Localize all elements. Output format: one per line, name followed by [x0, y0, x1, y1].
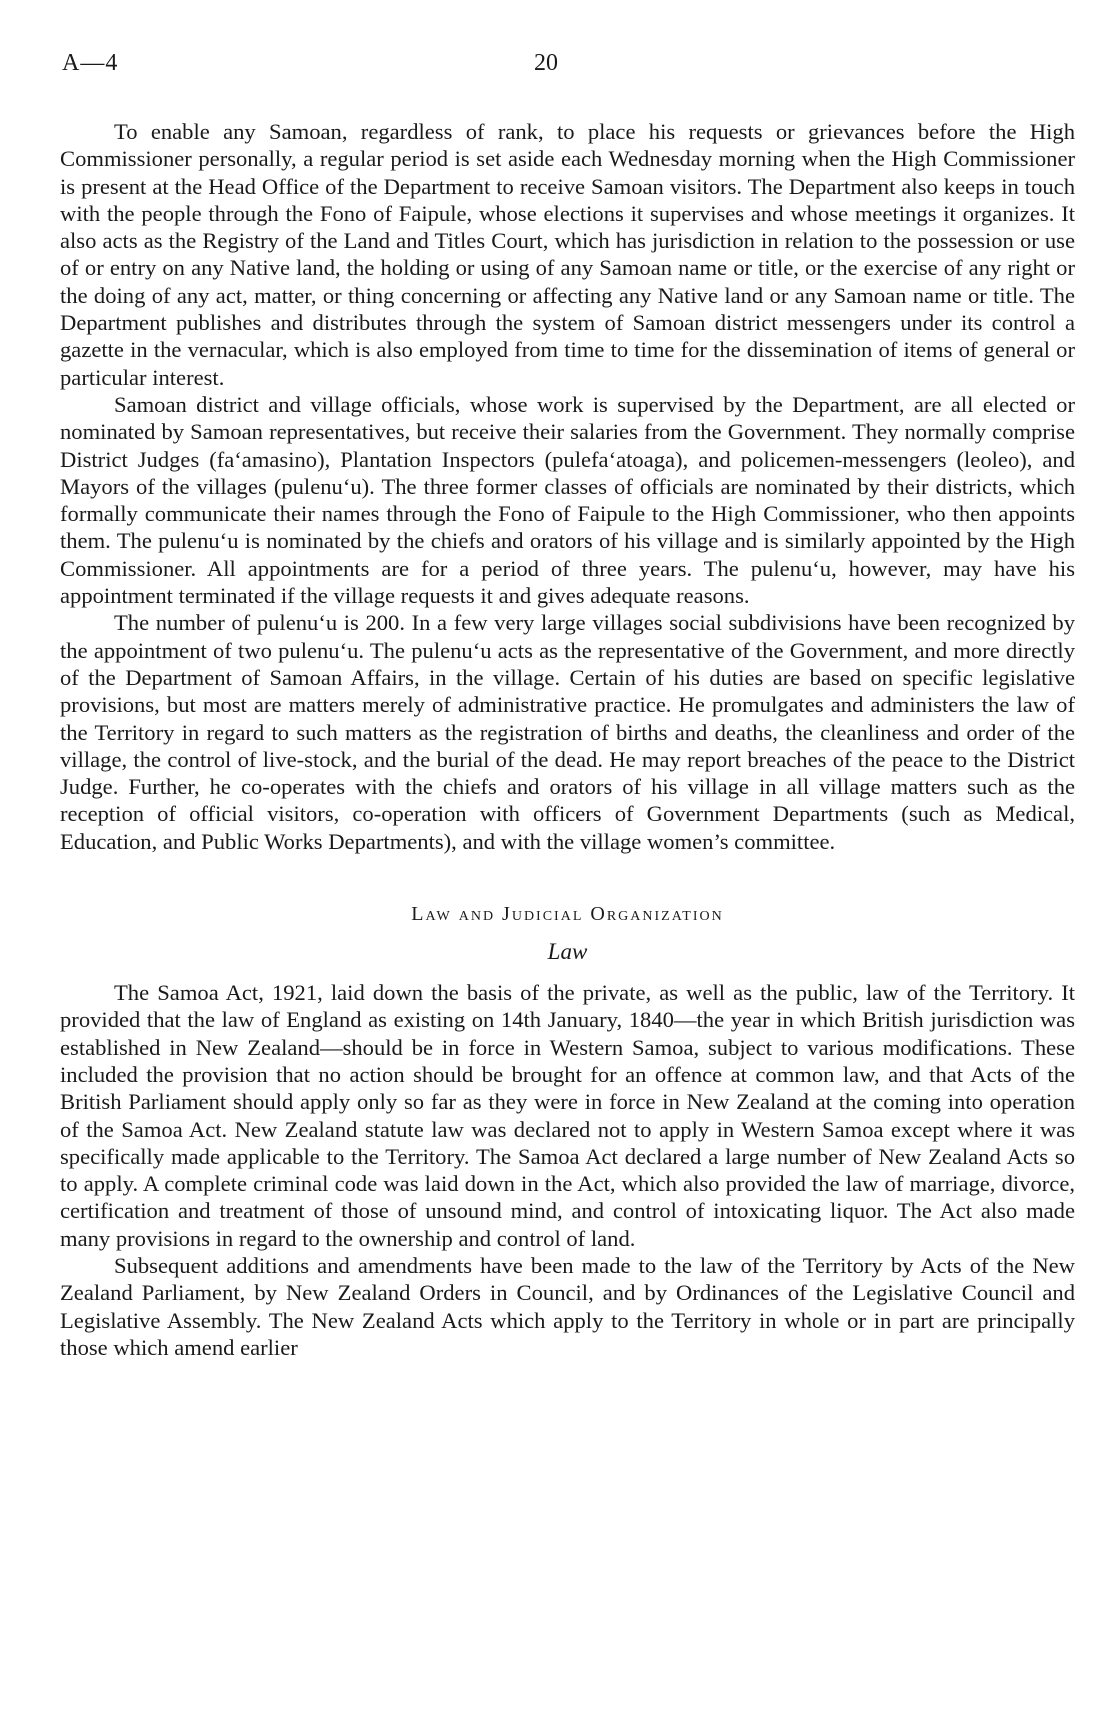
page-number: 20 — [534, 50, 558, 76]
paragraph: The number of pulenu‘u is 200. In a few very large villages social subdivisions have been recognized by the appointment of two pulenu‘u. The pulenu‘u acts as the representative of the Government, and more directly of the Department of Samoan Affairs, in the village. Certain of his duties are based on specific legislative provisions, but most are matters merely of administrative practice. He promulgates and administers the law of the Territory in regard to such matters as the registration of births and deaths, the cleanliness and order of the village, the control of live-stock, and the burial of the dead. He may report breaches of the peace to the District Judge. Further, he co-operates with the chiefs and orators of his village in all village matters such as the reception of official visitors, co-operation with officers of Government Departments (such as Medical, Education, and Public Works Departments), and with the village women’s committee. — [60, 610, 1075, 854]
page-header — [62, 50, 1052, 90]
section-heading: Law and Judicial Organization — [411, 903, 724, 926]
paragraph: Subsequent additions and amendments have been made to the law of the Territory by Acts of the New Zealand Parliament, by New Zealand Orders in Council, and by Ordinances of the Legislative Council and Legislative Assembly. The New Zealand Acts which apply to the Territory in whole or in part are principally those which amend earlier — [60, 1252, 1075, 1360]
page-body — [60, 118, 1075, 1361]
sub-heading: Law — [547, 939, 588, 965]
paragraph: Samoan district and village officials, whose work is supervised by the Department, are all elected or nominated by Samoan representatives, but receive their salaries from the Government. They normally comprise District Judges (fa‘amasino), Plantation Inspectors (pulefa‘atoaga), and policemen-messengers (leoleo), and Mayors of the villages (pulenu‘u). The three former classes of officials are nominated by their districts, which formally communicate their names through the Fono of Faipule to the High Commissioner, who then appoints them. The pulenu‘u is nominated by the chiefs and orators of his village and is similarly appointed by the High Commissioner. All appointments are for a period of three years. The pulenu‘u, however, may have his appointment terminated if the village requests it and gives adequate reasons. — [60, 391, 1075, 609]
paragraph: To enable any Samoan, regardless of rank, to place his requests or grievances before the High Commissioner personally, a regular period is set aside each Wednesday morning when the High Commissioner is present at the Head Office of the Department to receive Samoan visitors. The Department also keeps in touch with the people through the Fono of Faipule, whose elections it supervises and whose meetings it organizes. It also acts as the Registry of the Land and Titles Court, which has jurisdiction in relation to the possession or use of or entry on any Native land, the holding or using of any Samoan name or title, or the exercise of any right or the doing of any act, matter, or thing concerning or affecting any Native land or any Samoan name or title. The Department publishes and distributes through the system of Samoan district messengers under its control a gazette in the vernacular, which is also employed from time to time for the dissemination of items of general or particular interest. — [60, 119, 1075, 390]
document-reference: A—4 — [62, 50, 119, 76]
paragraph: The Samoa Act, 1921, laid down the basis of the private, as well as the public, law of the Territory. It provided that the law of England as existing on 14th January, 1840—the year in which British jurisdiction was established in New Zealand—should be in force in Western Samoa, subject to various modifications. These included the provision that no action should be brought for an offence at common law, and that Acts of the British Parliament should apply only so far as they were in force in New Zealand at the coming into operation of the Samoa Act. New Zealand statute law was declared not to apply in Western Samoa except where it was specifically made applicable to the Territory. The Samoa Act declared a large number of New Zealand Acts so to apply. A complete criminal code was laid down in the Act, which also provided the law of marriage, divorce, certification and treatment of those of unsound mind, and control of intoxicating liquor. The Act also made many provisions in regard to the ownership and control of land. — [60, 980, 1075, 1251]
